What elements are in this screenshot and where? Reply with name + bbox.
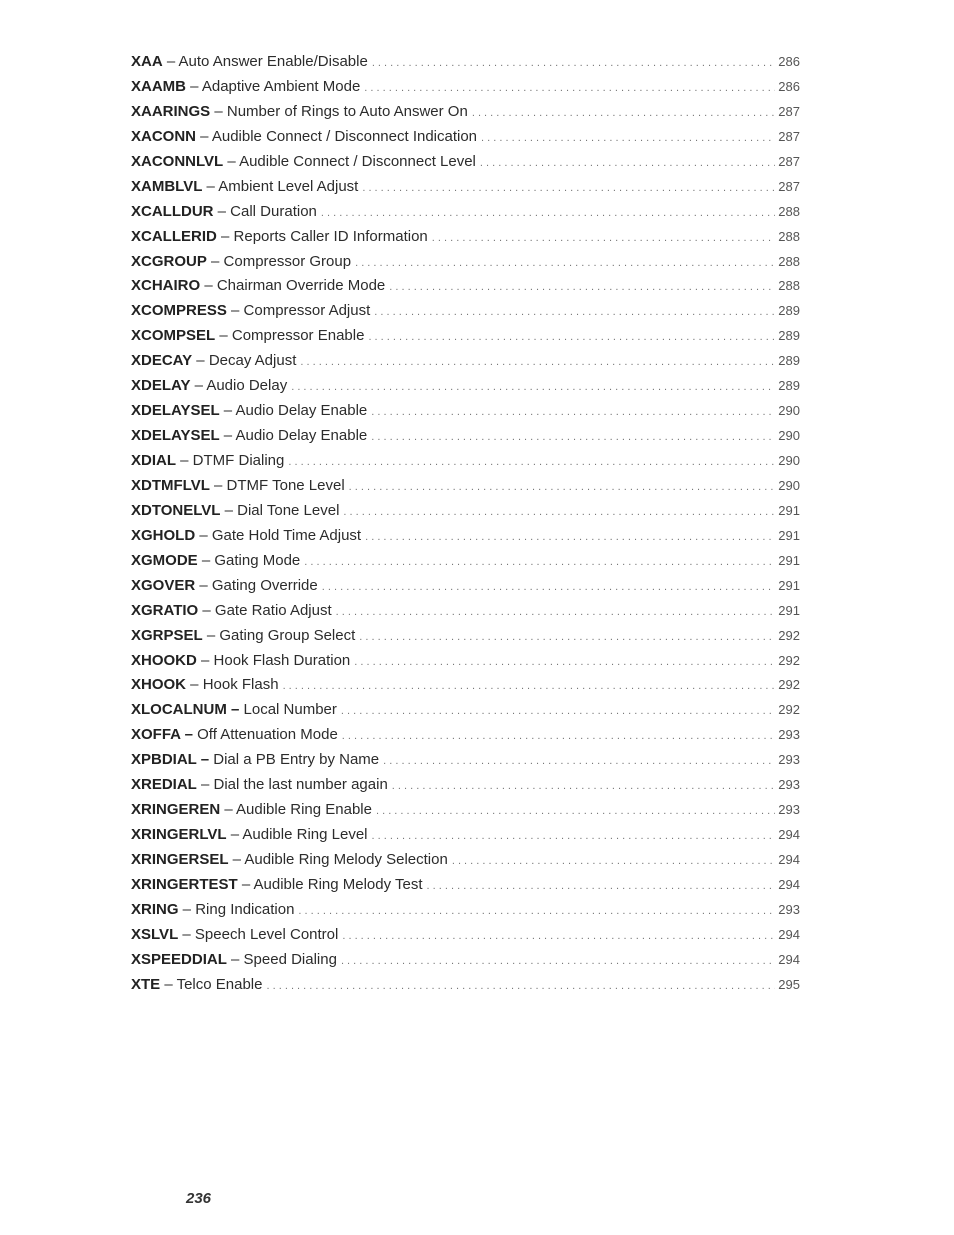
toc-entry[interactable] (131, 225, 800, 250)
toc-entry-text (131, 349, 296, 374)
dot-leader (389, 275, 775, 300)
toc-entry-text (131, 873, 423, 898)
command-name: XCOMPSEL (131, 327, 216, 345)
page-reference: 288 (778, 278, 800, 294)
toc-entry-text (131, 673, 279, 698)
toc-entry-text (131, 973, 263, 998)
command-name: XDELAYSEL (131, 427, 220, 445)
command-description: – Audible Connect / Disconnect Level (223, 152, 476, 170)
command-name: XRINGERTEST (131, 875, 238, 893)
toc-entry[interactable] (131, 649, 800, 674)
dot-leader (372, 824, 776, 849)
page-reference: 294 (778, 951, 800, 967)
toc-entry[interactable] (131, 973, 800, 998)
command-name: XDELAY (131, 377, 191, 395)
command-name: XTE (131, 975, 161, 993)
toc-entry-text (131, 748, 379, 773)
page-reference: 292 (778, 627, 800, 643)
command-description: – Compressor Enable (215, 327, 365, 345)
command-name: XAA (131, 53, 163, 70)
dot-leader (371, 400, 775, 425)
command-name: XAAMB (131, 77, 186, 95)
toc-entry[interactable] (131, 898, 800, 923)
command-description: – Audible Ring Melody Selection (228, 851, 448, 868)
command-description: – Number of Rings to Auto Answer On (210, 102, 468, 120)
toc-entry-text (131, 374, 287, 399)
page-reference: 288 (778, 228, 800, 244)
page-reference: 288 (778, 203, 800, 219)
toc-entry-text (131, 449, 284, 474)
command-name: XSPEEDDIAL (131, 950, 227, 968)
toc-entry[interactable] (131, 499, 800, 524)
toc-entry-text (131, 324, 364, 349)
page-reference: 292 (778, 652, 800, 668)
toc-entry-text (131, 898, 294, 923)
command-name: XCGROUP (131, 252, 207, 270)
command-description: – Audible Ring Enable (220, 801, 372, 819)
toc-entry[interactable] (131, 175, 800, 200)
page-number: 236 (186, 1190, 212, 1207)
toc-entry[interactable] (131, 474, 800, 499)
toc-entry[interactable] (131, 374, 800, 399)
page-reference: 289 (778, 353, 800, 369)
dot-leader (341, 949, 775, 974)
toc-entry-text (131, 175, 358, 200)
dot-leader (321, 201, 775, 226)
page-reference: 291 (778, 552, 800, 568)
toc-entry[interactable] (131, 449, 800, 474)
page-reference: 293 (778, 727, 800, 743)
toc-entry[interactable] (131, 150, 800, 175)
page-reference: 295 (778, 976, 800, 992)
command-description: – Audio Delay Enable (219, 427, 368, 445)
toc-entry[interactable] (131, 200, 800, 225)
dot-leader (342, 924, 775, 949)
toc-entry-text (131, 474, 345, 499)
page-reference: 289 (778, 378, 800, 394)
toc-entry-text (131, 424, 367, 449)
command-description: – Adaptive Ambient Mode (186, 77, 361, 95)
page-reference: 290 (778, 453, 800, 468)
command-name: XRINGERLVL (131, 826, 227, 844)
dot-leader (383, 749, 775, 774)
toc-entry-text (131, 599, 332, 624)
dot-leader (267, 974, 776, 999)
command-name: XGOVER (131, 576, 196, 594)
command-description: – Dial Tone Level (220, 501, 340, 519)
command-name: XRINGEREN (131, 801, 221, 819)
command-name: XDECAY (131, 352, 193, 370)
page-reference: 289 (778, 303, 800, 319)
command-name: XREDIAL (131, 776, 197, 794)
dot-leader (365, 525, 775, 550)
toc-entry-text (131, 100, 468, 125)
dot-leader (343, 500, 775, 525)
toc-entry[interactable] (131, 948, 800, 973)
page-reference: 291 (778, 502, 800, 518)
toc-entry-text (131, 524, 361, 549)
command-name: XCOMPRESS (131, 302, 227, 320)
command-description: – Hook Flash (186, 676, 279, 694)
toc-entry-text (131, 274, 385, 299)
command-name: XGRPSEL (131, 626, 203, 644)
dot-leader (359, 625, 775, 650)
toc-entry[interactable] (131, 299, 800, 324)
command-description: – Gate Hold Time Adjust (195, 526, 362, 544)
dot-leader (291, 375, 775, 400)
command-description: – DTMF Dialing (176, 452, 285, 469)
page-reference: 288 (778, 253, 800, 269)
toc-entry-text (131, 75, 360, 100)
command-name: XOFFA – (131, 726, 193, 744)
toc-entry[interactable] (131, 773, 800, 798)
dot-leader (371, 425, 775, 450)
command-description: – Auto Answer Enable/Disable (162, 53, 368, 70)
page-reference: 287 (778, 153, 800, 169)
command-description: Local Number (239, 701, 337, 719)
toc-entry-text (131, 923, 338, 948)
page-reference: 293 (778, 777, 800, 793)
toc-entry-text (131, 549, 300, 574)
toc-entry-text (131, 948, 337, 973)
page-reference: 291 (778, 527, 800, 543)
toc-entry-text (131, 624, 355, 649)
dot-leader (452, 849, 775, 874)
dot-leader (342, 724, 776, 749)
toc-entry-text (131, 399, 367, 424)
toc-entry-text (131, 50, 368, 75)
toc-entry[interactable] (131, 324, 800, 349)
command-description: – Call Duration (213, 202, 317, 220)
command-description: – Speed Dialing (226, 950, 337, 968)
dot-leader (362, 176, 775, 201)
command-description: – Compressor Group (206, 252, 352, 270)
dot-leader (481, 126, 775, 151)
command-name: XLOCALNUM – (131, 701, 240, 719)
dot-leader (372, 51, 775, 76)
page-reference: 293 (778, 752, 800, 768)
toc-entry-text (131, 698, 337, 723)
command-description: – Reports Caller ID Information (216, 227, 428, 245)
command-description: – Audio Delay (190, 377, 288, 395)
dot-leader (392, 774, 776, 799)
toc-entry-text (131, 299, 370, 324)
command-description: – Speech Level Control (178, 925, 339, 943)
dot-leader (304, 550, 775, 575)
toc-entry-text (131, 200, 317, 225)
command-name: XDTONELVL (131, 501, 221, 519)
command-name: XHOOKD (131, 651, 197, 669)
page-reference: 286 (778, 54, 800, 69)
command-description: Dial a PB Entry by Name (209, 751, 380, 769)
toc-entry[interactable] (131, 723, 800, 748)
table-of-contents (131, 50, 800, 998)
toc-entry-text (131, 798, 372, 823)
toc-entry[interactable] (131, 673, 800, 698)
page-reference: 292 (778, 702, 800, 718)
page-reference: 293 (778, 802, 800, 818)
command-description: – Audible Ring Level (226, 826, 368, 844)
page-reference: 287 (778, 128, 800, 144)
toc-entry[interactable] (131, 624, 800, 649)
dot-leader (349, 475, 776, 500)
page-reference: 294 (778, 876, 800, 892)
page-reference: 290 (778, 477, 800, 493)
command-description: – Compressor Adjust (226, 302, 371, 320)
command-name: XAARINGS (131, 102, 211, 120)
command-name: XPBDIAL – (131, 751, 210, 769)
dot-leader (364, 76, 775, 101)
dot-leader (300, 350, 775, 375)
page-reference: 286 (778, 78, 800, 94)
toc-entry[interactable] (131, 574, 800, 599)
toc-entry-text (131, 723, 338, 748)
toc-entry[interactable] (131, 798, 800, 823)
page-reference: 294 (778, 827, 800, 843)
toc-entry[interactable] (131, 848, 800, 873)
toc-entry[interactable] (131, 424, 800, 449)
page-reference: 287 (778, 103, 800, 119)
command-description: – Audio Delay Enable (219, 402, 368, 420)
toc-entry[interactable] (131, 50, 800, 75)
dot-leader (427, 874, 776, 899)
dot-leader (376, 799, 775, 824)
command-description: – DTMF Tone Level (209, 476, 345, 494)
page-reference: 291 (778, 577, 800, 593)
toc-entry[interactable] (131, 100, 800, 125)
command-description: – Audible Connect / Disconnect Indication (196, 127, 478, 145)
command-name: XSLVL (131, 925, 179, 943)
toc-entry[interactable] (131, 274, 800, 299)
dot-leader (368, 325, 775, 350)
command-description: – Chairman Override Mode (200, 277, 386, 295)
toc-entry[interactable] (131, 524, 800, 549)
toc-entry-text (131, 225, 428, 250)
command-description: – Telco Enable (160, 975, 263, 993)
command-description: – Gating Mode (197, 551, 301, 569)
command-description: – Hook Flash Duration (196, 651, 351, 669)
toc-entry-text (131, 773, 388, 798)
dot-leader (288, 450, 775, 475)
toc-entry-text (131, 848, 448, 873)
toc-entry[interactable] (131, 873, 800, 898)
dot-leader (298, 899, 775, 924)
page-reference: 290 (778, 403, 800, 419)
toc-entry[interactable] (131, 75, 800, 100)
command-name: XGRATIO (131, 601, 199, 619)
toc-entry-text (131, 574, 318, 599)
command-name: XHOOK (131, 676, 187, 694)
toc-entry[interactable] (131, 549, 800, 574)
page-reference: 290 (778, 428, 800, 444)
toc-entry[interactable] (131, 125, 800, 150)
command-name: XACONN (131, 127, 197, 145)
dot-leader (374, 300, 775, 325)
command-name: XGMODE (131, 551, 198, 569)
command-description: – Gate Ratio Adjust (198, 601, 332, 619)
page-reference: 294 (778, 926, 800, 942)
command-description: – Audible Ring Melody Test (237, 875, 423, 893)
toc-entry[interactable] (131, 748, 800, 773)
toc-entry[interactable] (131, 698, 800, 723)
dot-leader (283, 674, 776, 699)
toc-entry[interactable] (131, 923, 800, 948)
command-description: Off Attenuation Mode (192, 726, 338, 744)
toc-entry-text (131, 499, 339, 524)
toc-entry-text (131, 150, 476, 175)
dot-leader (336, 600, 776, 625)
dot-leader (322, 575, 776, 600)
command-description: – Decay Adjust (192, 352, 297, 370)
toc-entry-text (131, 250, 351, 275)
dot-leader (472, 101, 775, 126)
command-name: XCALLDUR (131, 202, 214, 220)
command-name: XRING (131, 900, 179, 918)
toc-entry[interactable] (131, 823, 800, 848)
dot-leader (355, 251, 775, 276)
command-name: XCALLERID (131, 227, 217, 245)
command-description: – Ring Indication (178, 900, 295, 918)
toc-entry[interactable] (131, 399, 800, 424)
toc-entry[interactable] (131, 599, 800, 624)
command-description: – Ambient Level Adjust (202, 177, 359, 195)
dot-leader (354, 650, 775, 675)
command-description: – Gating Group Select (202, 626, 356, 644)
command-name: XAMBLVL (131, 177, 203, 195)
dot-leader (432, 226, 776, 251)
command-name: XDELAYSEL (131, 402, 220, 420)
command-name: XACONNLVL (131, 152, 224, 170)
command-name: XCHAIRO (131, 277, 201, 295)
command-description: – Gating Override (195, 576, 318, 594)
page-reference: 289 (778, 328, 800, 344)
command-name: XDIAL (131, 452, 176, 469)
toc-entry-text (131, 823, 368, 848)
page-reference: 291 (778, 602, 800, 618)
dot-leader (480, 151, 775, 176)
page-reference: 293 (778, 901, 800, 917)
toc-entry-text (131, 649, 350, 674)
dot-leader (341, 699, 775, 724)
command-description: – Dial the last number again (196, 776, 388, 794)
page-reference: 287 (778, 178, 800, 194)
command-name: XDTMFLVL (131, 476, 210, 494)
toc-entry[interactable] (131, 349, 800, 374)
page-reference: 294 (778, 852, 800, 867)
toc-entry[interactable] (131, 250, 800, 275)
page-reference: 292 (778, 677, 800, 693)
toc-entry-text (131, 125, 477, 150)
command-name: XRINGERSEL (131, 851, 229, 868)
command-name: XGHOLD (131, 526, 196, 544)
